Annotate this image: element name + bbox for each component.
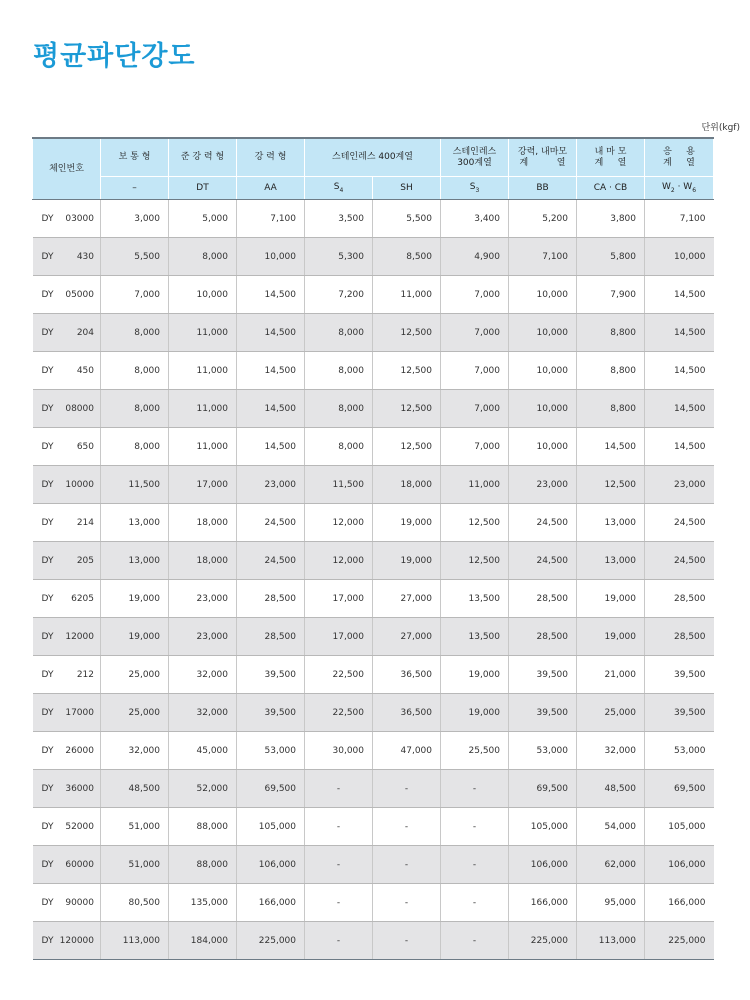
value-cell: 24,500 <box>237 542 305 580</box>
model-number: 90000 <box>65 897 94 908</box>
value-cell: 225,000 <box>645 922 714 960</box>
value-cell: 166,000 <box>645 884 714 922</box>
model-number: 6205 <box>71 593 94 604</box>
chain-number-cell <box>33 390 101 428</box>
value-cell: 69,500 <box>645 770 714 808</box>
model-number: 10000 <box>65 479 94 490</box>
header-semi-heavy: 준 강 력 형 <box>169 138 237 177</box>
value-cell: 69,500 <box>237 770 305 808</box>
value-cell: 54,000 <box>577 808 645 846</box>
value-cell: 28,500 <box>645 618 714 656</box>
value-cell: 8,500 <box>373 238 441 276</box>
value-cell: 39,500 <box>237 656 305 694</box>
value-cell: 8,000 <box>305 352 373 390</box>
chain-number-cell <box>33 314 101 352</box>
value-cell: - <box>373 846 441 884</box>
value-cell: 28,500 <box>237 618 305 656</box>
subheader-s3: $S_3$ <box>441 177 509 200</box>
model-prefix: DY <box>41 479 54 490</box>
header-heavy: 강 력 형 <box>237 138 305 177</box>
chain-number-cell <box>33 618 101 656</box>
value-cell: 39,500 <box>237 694 305 732</box>
value-cell: 10,000 <box>509 352 577 390</box>
value-cell: 12,500 <box>441 542 509 580</box>
value-cell: 88,000 <box>169 846 237 884</box>
value-cell: 11,500 <box>101 466 169 504</box>
unit-label: 단위(kgf) <box>701 123 740 133</box>
subheader-dt: DT <box>169 177 237 200</box>
value-cell: - <box>305 808 373 846</box>
value-cell: 23,000 <box>509 466 577 504</box>
value-cell: 24,500 <box>645 504 714 542</box>
table-row <box>33 580 714 618</box>
value-cell: 11,000 <box>441 466 509 504</box>
model-prefix: DY <box>41 555 54 566</box>
chain-number-cell <box>33 922 101 960</box>
value-cell: 7,200 <box>305 276 373 314</box>
model-number: 120000 <box>59 935 94 946</box>
value-cell: 12,500 <box>373 390 441 428</box>
value-cell: 14,500 <box>645 428 714 466</box>
value-cell: 95,000 <box>577 884 645 922</box>
value-cell: 14,500 <box>645 314 714 352</box>
value-cell: 105,000 <box>237 808 305 846</box>
value-cell: 7,100 <box>237 200 305 238</box>
table-row <box>33 542 714 580</box>
model-number: 205 <box>76 555 94 566</box>
value-cell: 19,000 <box>101 618 169 656</box>
value-cell: 11,000 <box>169 352 237 390</box>
value-cell: 10,000 <box>645 238 714 276</box>
value-cell: 51,000 <box>101 846 169 884</box>
header-stainless-300: 스테인레스 300계열 <box>441 138 509 177</box>
model-prefix: DY <box>41 821 54 832</box>
value-cell: 8,000 <box>101 390 169 428</box>
model-prefix: DY <box>41 669 54 680</box>
value-cell: 3,000 <box>101 200 169 238</box>
value-cell: 225,000 <box>237 922 305 960</box>
table-row <box>33 238 714 276</box>
value-cell: 13,000 <box>577 542 645 580</box>
value-cell: 14,500 <box>645 352 714 390</box>
value-cell: 80,500 <box>101 884 169 922</box>
value-cell: 88,000 <box>169 808 237 846</box>
value-cell: - <box>373 808 441 846</box>
value-cell: 5,000 <box>169 200 237 238</box>
value-cell: 8,000 <box>169 238 237 276</box>
value-cell: - <box>441 922 509 960</box>
table-row <box>33 656 714 694</box>
value-cell: 113,000 <box>101 922 169 960</box>
model-number: 430 <box>76 251 94 262</box>
value-cell: 39,500 <box>509 656 577 694</box>
model-number: 650 <box>76 441 94 452</box>
table-row <box>33 808 714 846</box>
subheader-row <box>33 177 714 200</box>
value-cell: 32,000 <box>169 656 237 694</box>
value-cell: 14,500 <box>645 276 714 314</box>
model-prefix: DY <box>41 745 54 756</box>
model-prefix: DY <box>41 631 54 642</box>
value-cell: 17,000 <box>169 466 237 504</box>
value-cell: 8,000 <box>101 352 169 390</box>
breaking-strength-table <box>32 137 714 960</box>
value-cell: 10,000 <box>509 428 577 466</box>
chain-number-cell <box>33 732 101 770</box>
value-cell: 10,000 <box>169 276 237 314</box>
header-heavy-wear: 강력, 내마모 계 열 <box>509 138 577 177</box>
value-cell: 105,000 <box>645 808 714 846</box>
model-number: 26000 <box>65 745 94 756</box>
value-cell: 19,000 <box>373 504 441 542</box>
value-cell: 27,000 <box>373 618 441 656</box>
value-cell: 52,000 <box>169 770 237 808</box>
value-cell: 18,000 <box>169 542 237 580</box>
value-cell: 7,100 <box>509 238 577 276</box>
value-cell: - <box>305 884 373 922</box>
value-cell: 7,000 <box>441 390 509 428</box>
value-cell: 14,500 <box>237 390 305 428</box>
value-cell: 7,000 <box>441 276 509 314</box>
value-cell: 113,000 <box>577 922 645 960</box>
model-prefix: DY <box>41 707 54 718</box>
header-applied: 응 용 계 열 <box>645 138 714 177</box>
value-cell: 12,500 <box>373 428 441 466</box>
value-cell: 3,400 <box>441 200 509 238</box>
model-prefix: DY <box>41 783 54 794</box>
value-cell: 39,500 <box>509 694 577 732</box>
header-standard: 보 통 형 <box>101 138 169 177</box>
value-cell: 5,200 <box>509 200 577 238</box>
value-cell: 25,500 <box>441 732 509 770</box>
value-cell: 13,500 <box>441 618 509 656</box>
page-title: 평균파단강도 <box>33 41 196 72</box>
value-cell: 45,000 <box>169 732 237 770</box>
subheader-sh: SH <box>373 177 441 200</box>
value-cell: 53,000 <box>645 732 714 770</box>
value-cell: 19,000 <box>577 580 645 618</box>
model-number: 36000 <box>65 783 94 794</box>
value-cell: 27,000 <box>373 580 441 618</box>
subheader-ca-cb: CA · CB <box>577 177 645 200</box>
value-cell: 18,000 <box>169 504 237 542</box>
value-cell: 24,500 <box>509 542 577 580</box>
value-cell: 5,800 <box>577 238 645 276</box>
model-number: 03000 <box>65 213 94 224</box>
value-cell: 14,500 <box>645 390 714 428</box>
chain-number-cell <box>33 770 101 808</box>
value-cell: 13,000 <box>101 542 169 580</box>
subheader-s4: $S_4$ <box>305 177 373 200</box>
value-cell: 14,500 <box>237 428 305 466</box>
value-cell: 53,000 <box>237 732 305 770</box>
table-row <box>33 314 714 352</box>
model-prefix: DY <box>41 517 54 528</box>
chain-number-cell <box>33 580 101 618</box>
table-row <box>33 846 714 884</box>
value-cell: 24,500 <box>237 504 305 542</box>
value-cell: - <box>373 770 441 808</box>
value-cell: 4,900 <box>441 238 509 276</box>
value-cell: - <box>441 846 509 884</box>
value-cell: 13,500 <box>441 580 509 618</box>
value-cell: 8,800 <box>577 314 645 352</box>
model-prefix: DY <box>41 441 54 452</box>
value-cell: 166,000 <box>237 884 305 922</box>
value-cell: 23,000 <box>645 466 714 504</box>
chain-number-cell <box>33 428 101 466</box>
model-number: 204 <box>76 327 94 338</box>
model-number: 214 <box>76 517 94 528</box>
value-cell: 14,500 <box>237 314 305 352</box>
value-cell: 39,500 <box>645 694 714 732</box>
value-cell: 17,000 <box>305 580 373 618</box>
model-number: 450 <box>76 365 94 376</box>
value-cell: - <box>305 922 373 960</box>
model-number: 08000 <box>65 403 94 414</box>
value-cell: - <box>305 770 373 808</box>
value-cell: 19,000 <box>441 656 509 694</box>
model-number: 60000 <box>65 859 94 870</box>
chain-number-cell <box>33 694 101 732</box>
chain-number-cell <box>33 504 101 542</box>
value-cell: 13,000 <box>101 504 169 542</box>
value-cell: 10,000 <box>509 314 577 352</box>
value-cell: 106,000 <box>645 846 714 884</box>
subheader-aa: AA <box>237 177 305 200</box>
model-prefix: DY <box>41 251 54 262</box>
value-cell: 51,000 <box>101 808 169 846</box>
subheader-w2-w6: $W_2 \cdot W_6$ <box>645 177 714 200</box>
model-number: 05000 <box>65 289 94 300</box>
header-stainless-400: 스테인레스 400계열 <box>305 138 441 177</box>
value-cell: 30,000 <box>305 732 373 770</box>
value-cell: 10,000 <box>509 276 577 314</box>
value-cell: 14,500 <box>237 276 305 314</box>
value-cell: - <box>373 922 441 960</box>
value-cell: 53,000 <box>509 732 577 770</box>
value-cell: 10,000 <box>237 238 305 276</box>
value-cell: 8,800 <box>577 390 645 428</box>
value-cell: - <box>305 846 373 884</box>
value-cell: 28,500 <box>237 580 305 618</box>
model-prefix: DY <box>41 403 54 414</box>
chain-number-cell <box>33 656 101 694</box>
value-cell: 32,000 <box>169 694 237 732</box>
table-row <box>33 504 714 542</box>
table-row <box>33 352 714 390</box>
value-cell: 28,500 <box>645 580 714 618</box>
value-cell: 7,000 <box>101 276 169 314</box>
subheader-standard: – <box>101 177 169 200</box>
model-number: 212 <box>76 669 94 680</box>
value-cell: 17,000 <box>305 618 373 656</box>
value-cell: 8,000 <box>305 314 373 352</box>
model-number: 52000 <box>65 821 94 832</box>
value-cell: 47,000 <box>373 732 441 770</box>
model-prefix: DY <box>41 593 54 604</box>
value-cell: 39,500 <box>645 656 714 694</box>
value-cell: 23,000 <box>169 618 237 656</box>
value-cell: 12,500 <box>373 352 441 390</box>
table-row <box>33 200 714 238</box>
model-prefix: DY <box>41 859 54 870</box>
chain-number-cell <box>33 238 101 276</box>
table-row <box>33 466 714 504</box>
model-prefix: DY <box>41 365 54 376</box>
value-cell: 11,000 <box>373 276 441 314</box>
value-cell: 105,000 <box>509 808 577 846</box>
value-cell: 48,500 <box>577 770 645 808</box>
value-cell: 11,000 <box>169 314 237 352</box>
value-cell: 25,000 <box>101 656 169 694</box>
value-cell: 24,500 <box>645 542 714 580</box>
table-row <box>33 732 714 770</box>
value-cell: 12,500 <box>577 466 645 504</box>
value-cell: 22,500 <box>305 656 373 694</box>
chain-number-cell <box>33 466 101 504</box>
table-row <box>33 694 714 732</box>
header-row <box>33 138 714 177</box>
value-cell: 8,000 <box>101 428 169 466</box>
value-cell: 8,000 <box>305 428 373 466</box>
value-cell: 7,000 <box>441 352 509 390</box>
value-cell: 21,000 <box>577 656 645 694</box>
value-cell: - <box>441 770 509 808</box>
value-cell: 12,500 <box>441 504 509 542</box>
value-cell: 14,500 <box>237 352 305 390</box>
chain-number-cell <box>33 846 101 884</box>
value-cell: 5,500 <box>101 238 169 276</box>
chain-number-cell <box>33 200 101 238</box>
chain-number-cell <box>33 808 101 846</box>
value-cell: 25,000 <box>577 694 645 732</box>
model-prefix: DY <box>41 289 54 300</box>
value-cell: 19,000 <box>373 542 441 580</box>
model-prefix: DY <box>41 327 54 338</box>
value-cell: 32,000 <box>577 732 645 770</box>
value-cell: 10,000 <box>509 390 577 428</box>
value-cell: 19,000 <box>101 580 169 618</box>
value-cell: 18,000 <box>373 466 441 504</box>
value-cell: 25,000 <box>101 694 169 732</box>
value-cell: 7,100 <box>645 200 714 238</box>
value-cell: 135,000 <box>169 884 237 922</box>
value-cell: 5,300 <box>305 238 373 276</box>
header-chain-number: 체인번호 <box>33 138 101 200</box>
value-cell: 19,000 <box>577 618 645 656</box>
value-cell: - <box>441 884 509 922</box>
subheader-bb: BB <box>509 177 577 200</box>
table-row <box>33 884 714 922</box>
chain-number-cell <box>33 542 101 580</box>
value-cell: 12,000 <box>305 504 373 542</box>
chain-number-cell <box>33 276 101 314</box>
value-cell: 166,000 <box>509 884 577 922</box>
value-cell: 14,500 <box>577 428 645 466</box>
model-number: 17000 <box>65 707 94 718</box>
table-row <box>33 618 714 656</box>
table-row <box>33 922 714 960</box>
value-cell: 24,500 <box>509 504 577 542</box>
table-row <box>33 276 714 314</box>
value-cell: 62,000 <box>577 846 645 884</box>
model-prefix: DY <box>41 213 54 224</box>
value-cell: 8,800 <box>577 352 645 390</box>
value-cell: 23,000 <box>169 580 237 618</box>
value-cell: 22,500 <box>305 694 373 732</box>
table-row <box>33 390 714 428</box>
value-cell: 69,500 <box>509 770 577 808</box>
value-cell: 19,000 <box>441 694 509 732</box>
value-cell: 3,800 <box>577 200 645 238</box>
table-row <box>33 770 714 808</box>
value-cell: 225,000 <box>509 922 577 960</box>
value-cell: 7,000 <box>441 428 509 466</box>
header-wear-resistant: 내 마 모 계 열 <box>577 138 645 177</box>
value-cell: 11,000 <box>169 428 237 466</box>
value-cell: 36,500 <box>373 694 441 732</box>
value-cell: 13,000 <box>577 504 645 542</box>
model-prefix: DY <box>41 897 54 908</box>
value-cell: 8,000 <box>101 314 169 352</box>
value-cell: 12,000 <box>305 542 373 580</box>
value-cell: 11,000 <box>169 390 237 428</box>
value-cell: 23,000 <box>237 466 305 504</box>
value-cell: 32,000 <box>101 732 169 770</box>
value-cell: 5,500 <box>373 200 441 238</box>
model-number: 12000 <box>65 631 94 642</box>
value-cell: 106,000 <box>237 846 305 884</box>
chain-number-cell <box>33 884 101 922</box>
value-cell: 28,500 <box>509 618 577 656</box>
table-row <box>33 428 714 466</box>
value-cell: - <box>441 808 509 846</box>
value-cell: 11,500 <box>305 466 373 504</box>
value-cell: 48,500 <box>101 770 169 808</box>
value-cell: 8,000 <box>305 390 373 428</box>
value-cell: 36,500 <box>373 656 441 694</box>
chain-number-cell <box>33 352 101 390</box>
value-cell: 3,500 <box>305 200 373 238</box>
value-cell: 184,000 <box>169 922 237 960</box>
value-cell: 12,500 <box>373 314 441 352</box>
value-cell: - <box>373 884 441 922</box>
value-cell: 106,000 <box>509 846 577 884</box>
value-cell: 28,500 <box>509 580 577 618</box>
model-prefix: DY <box>41 935 54 946</box>
value-cell: 7,000 <box>441 314 509 352</box>
value-cell: 7,900 <box>577 276 645 314</box>
